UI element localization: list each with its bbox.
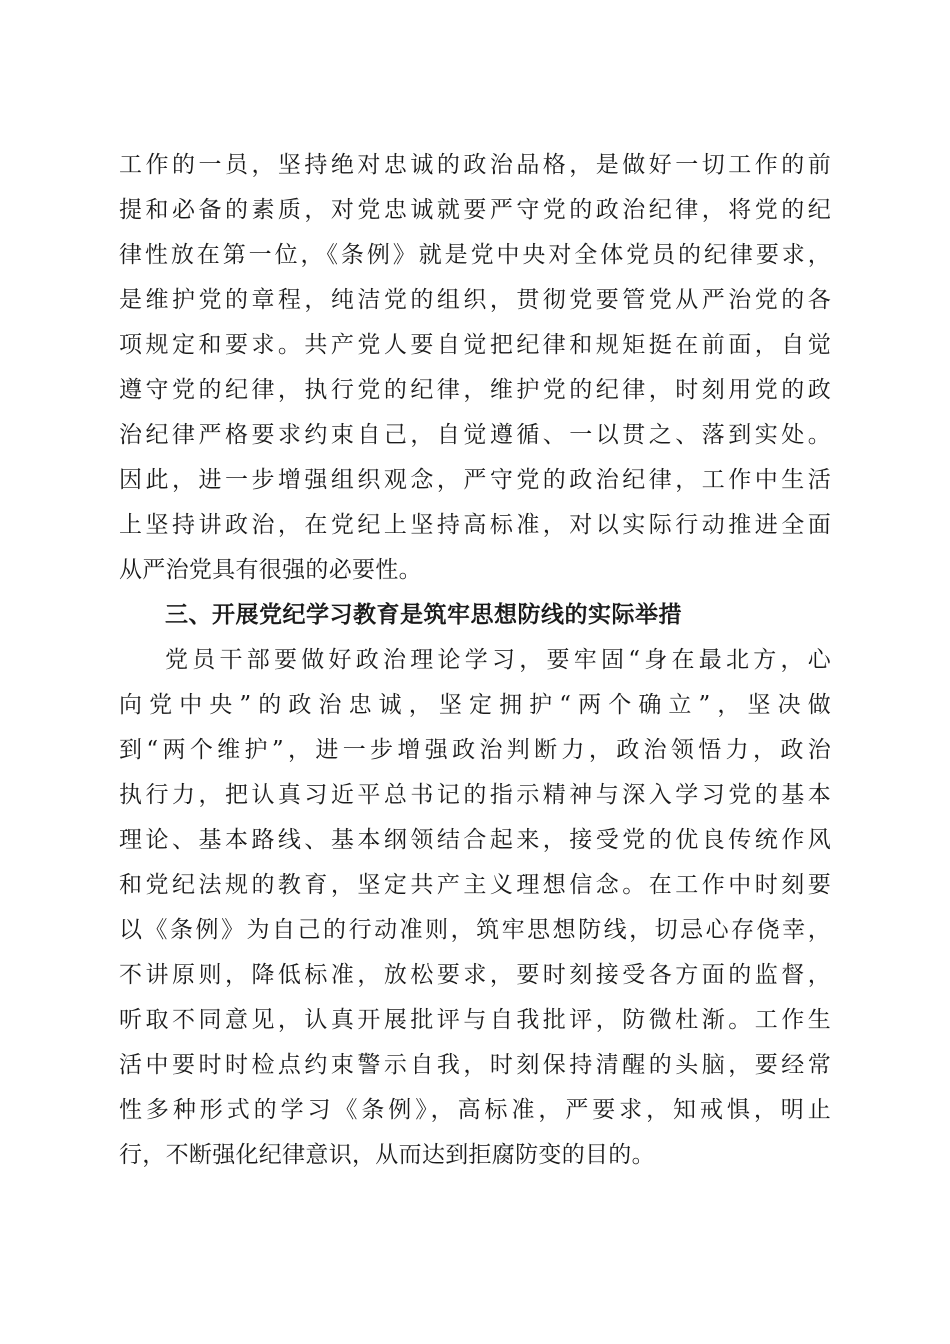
paragraph-line: 活中要时时检点约束警示自我，时刻保持清醒的头脑，要经常 <box>119 1052 831 1078</box>
paragraph-line: 到“两个维护”，进一步增强政治判断力，政治领悟力，政治 <box>119 737 831 763</box>
paragraph-line: 不讲原则，降低标准，放松要求，要时刻接受各方面的监督， <box>119 962 831 988</box>
paragraph-line: 律性放在第一位，《条例》就是党中央对全体党员的纪律要求， <box>119 242 831 268</box>
paragraph-line: 上坚持讲政治，在党纪上坚持高标准，对以实际行动推进全面 <box>119 512 831 538</box>
paragraph-line: 性多种形式的学习《条例》，高标准，严要求，知戒惧，明止 <box>119 1097 831 1123</box>
paragraph-line: 理论、基本路线、基本纲领结合起来，接受党的优良传统作风 <box>119 827 831 853</box>
paragraph-line: 行，不断强化纪律意识，从而达到拒腐防变的目的。 <box>119 1142 655 1168</box>
paragraph-section-three <box>119 638 831 1178</box>
paragraph-line: 提和必备的素质，对党忠诚就要严守党的政治纪律，将党的纪 <box>119 197 831 223</box>
paragraph-line: 和党纪法规的教育，坚定共产主义理想信念。在工作中时刻要 <box>119 872 831 898</box>
paragraph-line: 以《条例》为自己的行动准则，筑牢思想防线，切忌心存侥幸， <box>119 917 831 943</box>
paragraph-line: 治纪律严格要求约束自己，自觉遵循、一以贯之、落到实处。 <box>119 422 831 448</box>
paragraph-line: 向党中央”的政治忠诚，坚定拥护“两个确立”，坚决做 <box>119 692 831 718</box>
paragraph-line: 党员干部要做好政治理论学习，要牢固“身在最北方，心 <box>165 647 831 673</box>
section-heading-block <box>119 593 831 638</box>
paragraph-line: 工作的一员，坚持绝对忠诚的政治品格，是做好一切工作的前 <box>119 152 831 178</box>
paragraph-line: 听取不同意见，认真开展批评与自我批评，防微杜渐。工作生 <box>119 1007 831 1033</box>
paragraph-line: 执行力，把认真习近平总书记的指示精神与深入学习党的基本 <box>119 782 831 808</box>
paragraph-line: 项规定和要求。共产党人要自觉把纪律和规矩挺在前面，自觉 <box>119 332 831 358</box>
paragraph-continuation <box>119 143 831 593</box>
paragraph-line: 遵守党的纪律，执行党的纪律，维护党的纪律，时刻用党的政 <box>119 377 831 403</box>
paragraph-line: 因此，进一步增强组织观念，严守党的政治纪律，工作中生活 <box>119 467 831 493</box>
paragraph-line: 是维护党的章程，纯洁党的组织，贯彻党要管党从严治党的各 <box>119 287 831 313</box>
section-heading: 三、开展党纪学习教育是筑牢思想防线的实际举措 <box>165 602 682 628</box>
paragraph-line: 从严治党具有很强的必要性。 <box>119 557 422 583</box>
